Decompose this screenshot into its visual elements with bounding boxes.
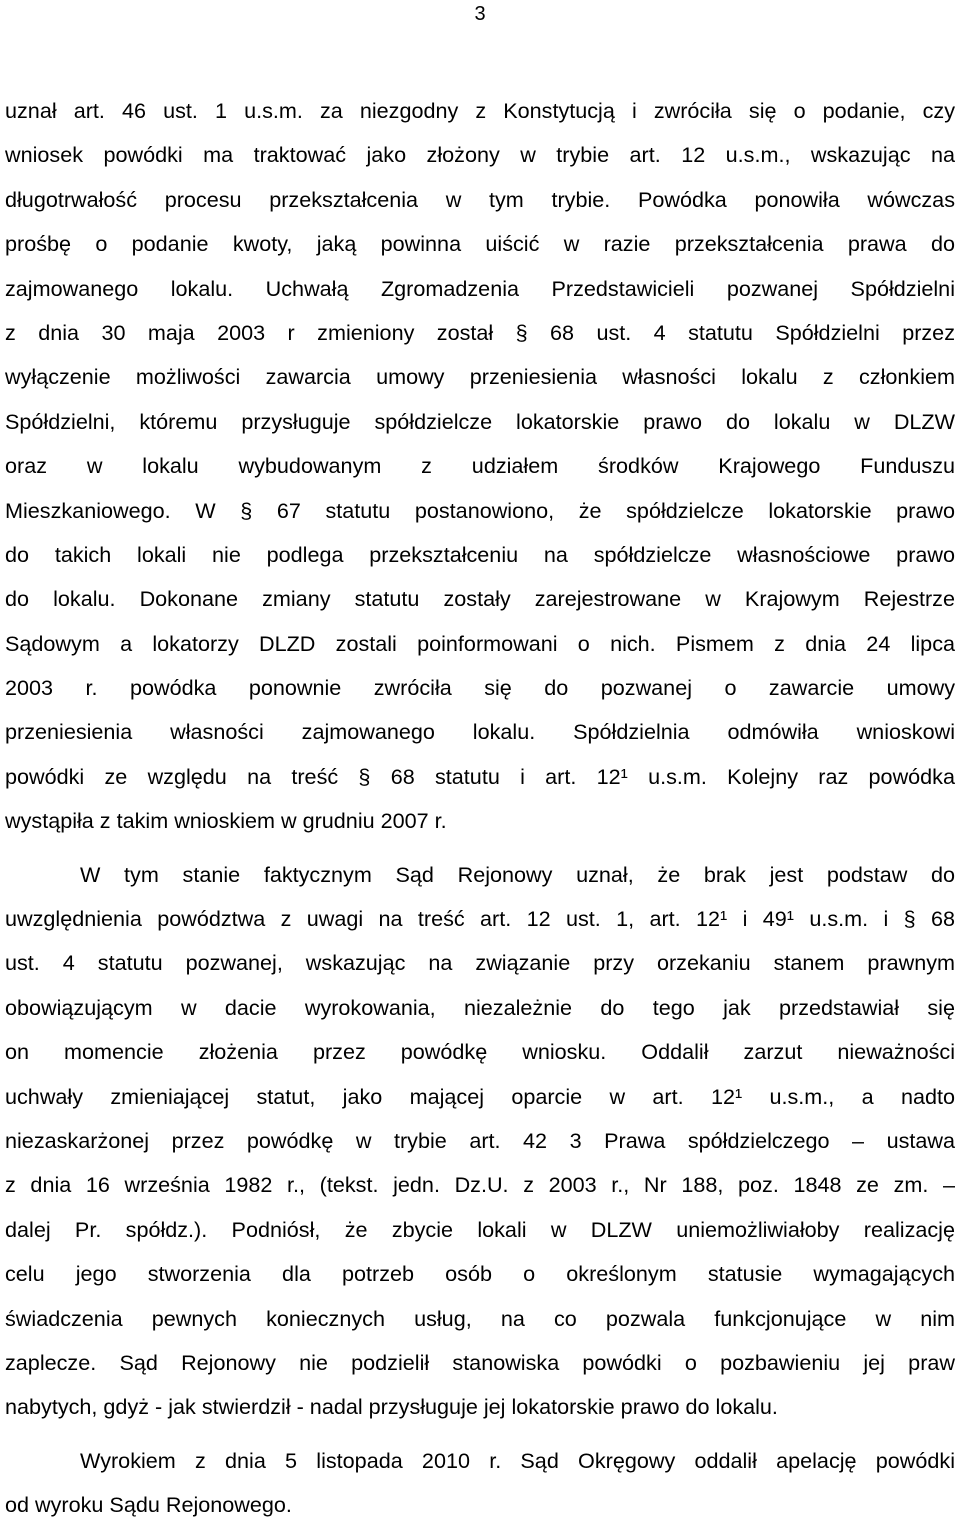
text-line: W tym stanie faktycznym Sąd Rejonowy uznał, że brak jest podstaw do — [80, 861, 955, 887]
text-line: od wyroku Sądu Rejonowego. — [5, 1492, 292, 1518]
text-line: Spółdzielni, któremu przysługuje spółdzielcze lokatorskie prawo do lokalu w DLZW — [5, 408, 955, 434]
text-line: wniosek powódki ma traktować jako złożony w trybie art. 12 u.s.m., wskazując na — [5, 142, 955, 168]
text-line: Sądowym a lokatorzy DLZD zostali poinformowani o nich. Pismem z dnia 24 lipca — [5, 630, 955, 656]
text-line: uchwały zmieniającej statut, jako mającej oparcie w art. 12¹ u.s.m., a nadto — [5, 1083, 955, 1109]
text-line: powódki ze względu na treść § 68 statutu i art. 12¹ u.s.m. Kolejny raz powódka — [5, 763, 955, 789]
text-line: zajmowanego lokalu. Uchwałą Zgromadzenia Przedstawicieli pozwanej Spółdzielni — [5, 275, 955, 301]
text-line: nabytych, gdyż - jak stwierdził - nadal przysługuje jej lokatorskie prawo do lokalu. — [5, 1394, 778, 1420]
text-line: obowiązującym w dacie wyrokowania, niezależnie do tego jak przedstawiał się — [5, 994, 955, 1020]
text-line: celu jego stworzenia dla potrzeb osób o określonym statusie wymagających — [5, 1261, 955, 1287]
text-line: zaplecze. Sąd Rejonowy nie podzielił stanowiska powódki o pozbawieniu jej praw — [5, 1349, 955, 1375]
text-line: do lokalu. Dokonane zmiany statutu zostały zarejestrowane w Krajowym Rejestrze — [5, 586, 955, 612]
text-line: długotrwałość procesu przekształcenia w tym trybie. Powódka ponowiła wówczas — [5, 186, 955, 212]
text-line: wyłączenie możliwości zawarcia umowy przeniesienia własności lokalu z członkiem — [5, 364, 955, 390]
text-line: wystąpiła z takim wnioskiem w grudniu 2007 r. — [5, 808, 447, 834]
page-number: 3 — [474, 3, 486, 25]
document-body — [5, 89, 955, 1528]
text-line: oraz w lokalu wybudowanym z udziałem środków Krajowego Funduszu — [5, 453, 955, 479]
text-line: świadczenia pewnych koniecznych usług, na co pozwala funkcjonujące w nim — [5, 1305, 955, 1331]
text-line: 2003 r. powódka ponownie zwróciła się do pozwanej o zawarcie umowy — [5, 675, 955, 701]
text-line: z dnia 16 września 1982 r., (tekst. jedn. Dz.U. z 2003 r., Nr 188, poz. 1848 ze zm. – — [5, 1172, 955, 1198]
paragraph-gap — [5, 1430, 955, 1439]
paragraph-gap — [5, 844, 955, 853]
text-line: on momencie złożenia przez powódkę wniosku. Oddalił zarzut nieważności — [5, 1039, 955, 1065]
text-line: do takich lokali nie podlega przekształceniu na spółdzielcze własnościowe prawo — [5, 541, 955, 567]
text-line: niezaskarżonej przez powódkę w trybie art. 42 3 Prawa spółdzielczego – ustawa — [5, 1127, 955, 1153]
text-line: dalej Pr. spółdz.). Podniósł, że zbycie lokali w DLZW uniemożliwiałoby realizację — [5, 1216, 955, 1242]
text-line: przeniesienia własności zajmowanego lokalu. Spółdzielnia odmówiła wnioskowi — [5, 719, 955, 745]
text-line: uwzględnienia powództwa z uwagi na treść art. 12 ust. 1, art. 12¹ i 49¹ u.s.m. i § 68 — [5, 906, 955, 932]
text-line: Wyrokiem z dnia 5 listopada 2010 r. Sąd Okręgowy oddalił apelację powódki — [80, 1447, 955, 1473]
text-line: prośbę o podanie kwoty, jaką powinna uiścić w razie przekształcenia prawa do — [5, 231, 955, 257]
text-line: z dnia 30 maja 2003 r zmieniony został § 68 ust. 4 statutu Spółdzielni przez — [5, 319, 955, 345]
text-line: ust. 4 statutu pozwanej, wskazując na związanie przy orzekaniu stanem prawnym — [5, 950, 955, 976]
text-line: uznał art. 46 ust. 1 u.s.m. za niezgodny z Konstytucją i zwróciła się o podanie, czy — [5, 98, 955, 123]
text-line: Mieszkaniowego. W § 67 statutu postanowiono, że spółdzielcze lokatorskie prawo — [5, 497, 955, 523]
